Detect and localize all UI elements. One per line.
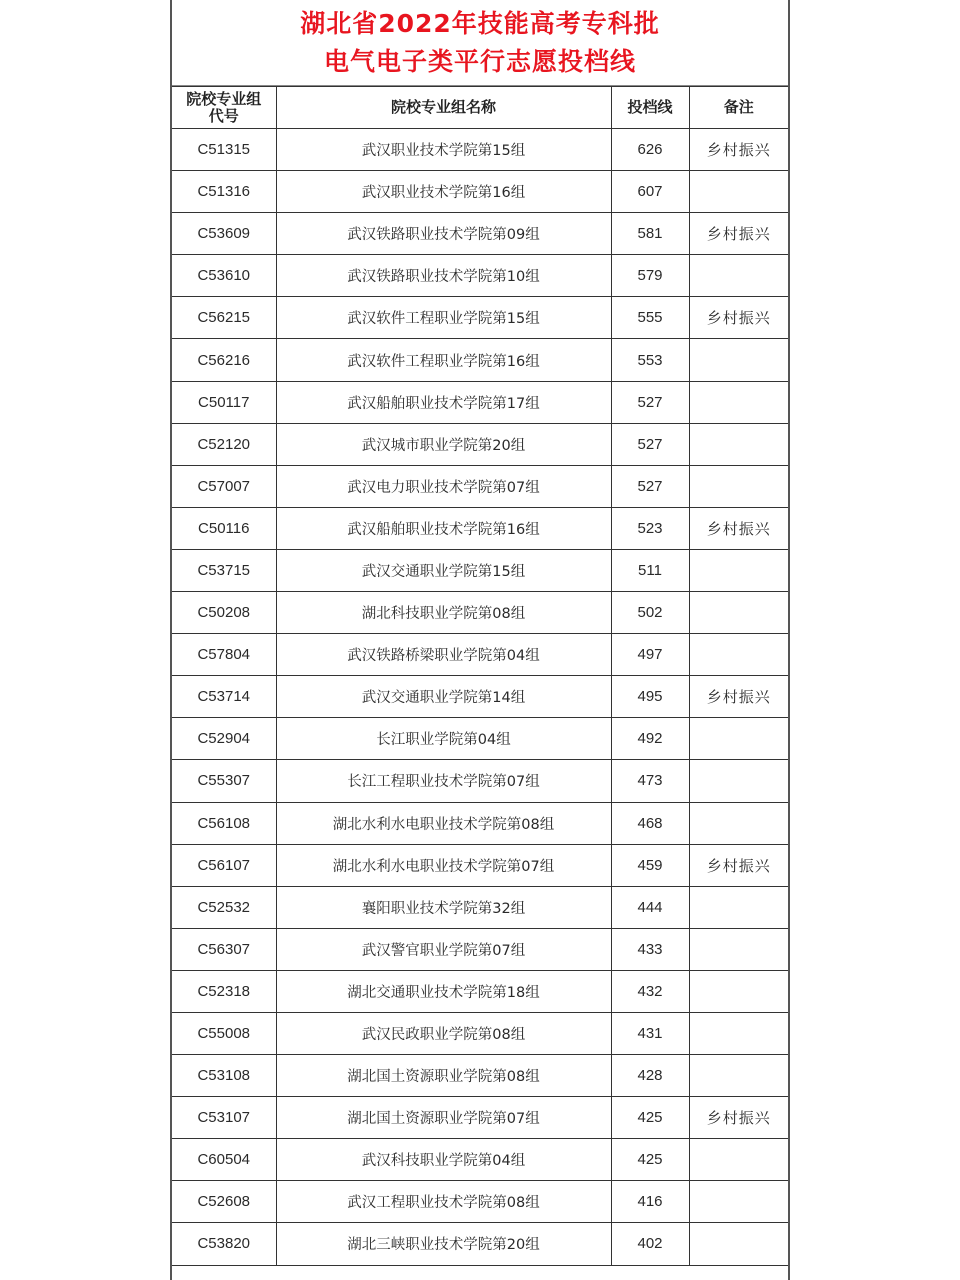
cell-score: 425 <box>611 1097 689 1139</box>
cell-remark: 乡村振兴 <box>689 1097 788 1139</box>
cell-score: 579 <box>611 255 689 297</box>
table-row <box>172 297 788 339</box>
cell-remark: 乡村振兴 <box>689 213 788 255</box>
cell-score: 607 <box>611 171 689 213</box>
table-row <box>172 1055 788 1097</box>
admission-score-sheet <box>170 0 790 1280</box>
table-row <box>172 507 788 549</box>
header-remark: 备注 <box>689 87 788 129</box>
cell-remark: 乡村振兴 <box>689 507 788 549</box>
cell-name: 武汉警官职业学院第07组 <box>276 928 611 970</box>
cell-score: 527 <box>611 381 689 423</box>
cell-code: C56215 <box>172 297 276 339</box>
table-row <box>172 844 788 886</box>
cell-code: C53715 <box>172 549 276 591</box>
header-code: 院校专业组 代号 <box>172 87 276 129</box>
table-row <box>172 339 788 381</box>
cell-name: 湖北交通职业技术学院第18组 <box>276 970 611 1012</box>
table-row <box>172 1223 788 1265</box>
table-row <box>172 213 788 255</box>
cell-score: 468 <box>611 802 689 844</box>
cell-code: C50208 <box>172 592 276 634</box>
table-row <box>172 465 788 507</box>
cell-score: 428 <box>611 1055 689 1097</box>
table-row <box>172 549 788 591</box>
cell-name: 湖北国土资源职业学院第08组 <box>276 1055 611 1097</box>
document-title <box>172 0 788 86</box>
cell-name: 长江工程职业技术学院第07组 <box>276 760 611 802</box>
table-row <box>172 886 788 928</box>
cell-remark <box>689 465 788 507</box>
table-row <box>172 129 788 171</box>
cell-remark <box>689 339 788 381</box>
cell-remark <box>689 928 788 970</box>
cell-code: C56307 <box>172 928 276 970</box>
cell-score: 527 <box>611 465 689 507</box>
cell-remark <box>689 886 788 928</box>
table-row <box>172 760 788 802</box>
cell-name: 武汉工程职业技术学院第08组 <box>276 1181 611 1223</box>
cell-score: 523 <box>611 507 689 549</box>
cell-name: 武汉船舶职业技术学院第17组 <box>276 381 611 423</box>
cell-remark <box>689 171 788 213</box>
cell-code: C51315 <box>172 129 276 171</box>
cell-name: 襄阳职业技术学院第32组 <box>276 886 611 928</box>
cell-code: C50116 <box>172 507 276 549</box>
cell-score: 527 <box>611 423 689 465</box>
table-row <box>172 255 788 297</box>
table-row <box>172 634 788 676</box>
cell-score: 431 <box>611 1012 689 1054</box>
cell-name: 湖北水利水电职业技术学院第07组 <box>276 844 611 886</box>
cell-code: C52608 <box>172 1181 276 1223</box>
cell-score: 402 <box>611 1223 689 1265</box>
cell-score: 433 <box>611 928 689 970</box>
table-row <box>172 802 788 844</box>
title-line-1: 湖北省2022年技能高考专科批 <box>300 8 660 38</box>
table-row <box>172 1181 788 1223</box>
cell-remark <box>689 1139 788 1181</box>
cell-score: 581 <box>611 213 689 255</box>
cell-code: C53820 <box>172 1223 276 1265</box>
table-row <box>172 970 788 1012</box>
cell-remark: 乡村振兴 <box>689 676 788 718</box>
cell-remark <box>689 802 788 844</box>
cell-score: 555 <box>611 297 689 339</box>
cell-score: 416 <box>611 1181 689 1223</box>
cell-code: C56216 <box>172 339 276 381</box>
cell-name: 武汉铁路职业技术学院第09组 <box>276 213 611 255</box>
cell-code: C52120 <box>172 423 276 465</box>
cell-score: 473 <box>611 760 689 802</box>
cell-name: 武汉民政职业学院第08组 <box>276 1012 611 1054</box>
table-row <box>172 718 788 760</box>
cell-code: C60504 <box>172 1139 276 1181</box>
cell-name: 长江职业学院第04组 <box>276 718 611 760</box>
cell-code: C56108 <box>172 802 276 844</box>
cell-name: 武汉铁路职业技术学院第10组 <box>276 255 611 297</box>
cell-remark <box>689 423 788 465</box>
cell-code: C55008 <box>172 1012 276 1054</box>
cell-remark <box>689 634 788 676</box>
cell-code: C53609 <box>172 213 276 255</box>
cell-name: 湖北三峡职业技术学院第20组 <box>276 1223 611 1265</box>
cell-code: C53714 <box>172 676 276 718</box>
cell-name: 武汉职业技术学院第16组 <box>276 171 611 213</box>
cell-name: 武汉船舶职业技术学院第16组 <box>276 507 611 549</box>
table-row <box>172 1097 788 1139</box>
cell-code: C56107 <box>172 844 276 886</box>
cell-name: 湖北国土资源职业学院第07组 <box>276 1097 611 1139</box>
table-row <box>172 928 788 970</box>
cell-score: 511 <box>611 549 689 591</box>
score-table <box>172 86 788 1266</box>
table-row <box>172 423 788 465</box>
cell-remark: 乡村振兴 <box>689 844 788 886</box>
cell-score: 459 <box>611 844 689 886</box>
cell-remark: 乡村振兴 <box>689 129 788 171</box>
cell-remark <box>689 760 788 802</box>
cell-score: 626 <box>611 129 689 171</box>
cell-name: 武汉城市职业学院第20组 <box>276 423 611 465</box>
cell-score: 502 <box>611 592 689 634</box>
cell-code: C53107 <box>172 1097 276 1139</box>
cell-score: 492 <box>611 718 689 760</box>
header-name: 院校专业组名称 <box>276 87 611 129</box>
cell-remark <box>689 255 788 297</box>
cell-code: C57804 <box>172 634 276 676</box>
cell-code: C51316 <box>172 171 276 213</box>
cell-remark <box>689 1223 788 1265</box>
cell-code: C55307 <box>172 760 276 802</box>
cell-code: C53108 <box>172 1055 276 1097</box>
cell-name: 武汉软件工程职业学院第16组 <box>276 339 611 381</box>
cell-remark: 乡村振兴 <box>689 297 788 339</box>
cell-name: 武汉铁路桥梁职业学院第04组 <box>276 634 611 676</box>
cell-code: C57007 <box>172 465 276 507</box>
cell-remark <box>689 1012 788 1054</box>
cell-score: 432 <box>611 970 689 1012</box>
cell-code: C53610 <box>172 255 276 297</box>
cell-code: C52318 <box>172 970 276 1012</box>
cell-name: 武汉电力职业技术学院第07组 <box>276 465 611 507</box>
table-row <box>172 1139 788 1181</box>
cell-code: C50117 <box>172 381 276 423</box>
table-row <box>172 592 788 634</box>
cell-remark <box>689 381 788 423</box>
cell-name: 武汉软件工程职业学院第15组 <box>276 297 611 339</box>
table-row <box>172 676 788 718</box>
cell-name: 武汉科技职业学院第04组 <box>276 1139 611 1181</box>
cell-code: C52904 <box>172 718 276 760</box>
cell-remark <box>689 970 788 1012</box>
cell-score: 553 <box>611 339 689 381</box>
cell-score: 495 <box>611 676 689 718</box>
cell-remark <box>689 718 788 760</box>
cell-remark <box>689 1181 788 1223</box>
cell-remark <box>689 592 788 634</box>
title-line-2: 电气电子类平行志愿投档线 <box>323 46 636 76</box>
cell-remark <box>689 549 788 591</box>
cell-name: 武汉交通职业学院第15组 <box>276 549 611 591</box>
header-score: 投档线 <box>611 87 689 129</box>
cell-score: 444 <box>611 886 689 928</box>
cell-name: 湖北水利水电职业技术学院第08组 <box>276 802 611 844</box>
cell-remark <box>689 1055 788 1097</box>
table-header-row <box>172 87 788 129</box>
cell-name: 武汉交通职业学院第14组 <box>276 676 611 718</box>
table-row <box>172 1012 788 1054</box>
table-row <box>172 381 788 423</box>
cell-code: C52532 <box>172 886 276 928</box>
cell-score: 497 <box>611 634 689 676</box>
cell-name: 湖北科技职业学院第08组 <box>276 592 611 634</box>
cell-score: 425 <box>611 1139 689 1181</box>
cell-name: 武汉职业技术学院第15组 <box>276 129 611 171</box>
table-row <box>172 171 788 213</box>
